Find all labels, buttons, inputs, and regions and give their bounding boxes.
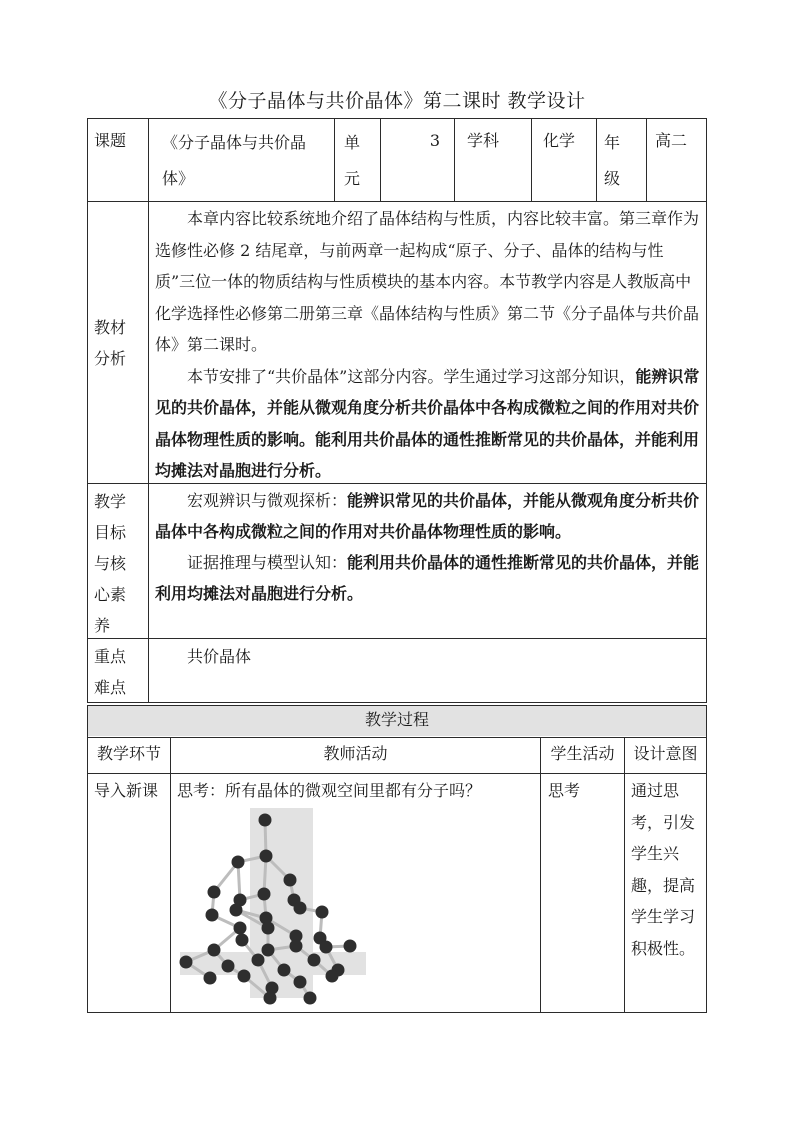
table-border [87,702,707,703]
col-student-header: 学生活动 [550,744,615,763]
unit-value: 3 [429,131,440,150]
atom [308,954,321,967]
topic-value: 《分子晶体与共价晶体》 [162,133,307,188]
atom [284,874,297,887]
atom [208,944,221,957]
atom [232,856,245,869]
table-border [87,773,707,774]
atom [294,902,307,915]
goal-2-bold: 能利用共价晶体的通性推断常见的共价晶体，并能利用均摊法对晶胞进行分析。 [155,553,700,603]
atom [262,944,275,957]
analysis-paragraph-2 [155,361,700,487]
table-border [87,118,88,703]
table-border [706,118,707,703]
atom [260,850,273,863]
atom [230,904,243,917]
key-points-value: 共价晶体 [187,647,252,666]
table-border [148,118,149,703]
table-border [87,118,707,119]
goals-label: 教学目标与核心素养 [94,492,127,635]
col-teacher-header: 教师活动 [323,744,388,763]
goal-1-bold: 能辨识常见的共价晶体，并能从微观角度分析共价晶体中各构成微粒之间的作用对共价晶体物理性质的影响。 [155,491,700,541]
atom [264,992,277,1005]
row1-stage: 导入新课 [94,781,159,800]
goals-content [155,485,700,609]
atom [206,909,219,922]
atom [234,922,247,935]
table-border [540,737,541,1013]
process-header: 教学过程 [364,710,429,729]
atom [252,954,265,967]
unit-label: 单元 [344,133,361,188]
topic-label: 课题 [94,131,127,150]
atom [222,960,235,973]
goal-2-plain: 证据推理与模型认知： [187,553,348,572]
atom [316,906,329,919]
col-stage-header: 教学环节 [96,744,161,763]
table-border [87,201,707,202]
col-intent-header: 设计意图 [633,744,698,763]
atom [258,888,271,901]
table-border [624,737,625,1013]
subject-value: 化学 [543,131,576,150]
analysis-paragraph-1: 本章内容比较系统地介绍了晶体结构与性质，内容比较丰富。第三章作为选修性必修 2 结尾章，与前两章一起构成“原子、分子、晶体的结构与性质”三位一体的物质结构与性质模块的基本内容。本节教学内容是人教版高中化学选择性必修第二册第三章《晶体结构与性质》第二节《分子晶体与共价晶体》第二课时。 [155,209,700,354]
analysis-label: 教材分析 [94,318,127,368]
atom [259,814,272,827]
goal-1 [155,485,700,547]
row1-intent: 通过思考，引发学生兴趣，提高学生学习积极性。 [631,781,696,958]
diamond-crystal-structure-image [170,800,370,1005]
atom [236,934,249,947]
atom [204,972,217,985]
atom [294,976,307,989]
table-border [646,118,647,202]
grade-value: 高二 [655,131,688,150]
row1-student: 思考 [548,781,581,800]
table-border [596,118,597,202]
atom [238,970,251,983]
table-border [454,118,455,202]
analysis-p2-bold: 能辨识常见的共价晶体，并能从微观角度分析共价晶体中各构成微粒之间的作用对共价晶体物理性质的影响。能利用共价晶体的通性推断常见的共价晶体，并能利用均摊法对晶胞进行分析。 [155,366,700,480]
table-border [706,705,707,1013]
goal-2 [155,547,700,609]
document-title: 《分子晶体与共价晶体》第二课时 教学设计 [208,90,586,112]
atom [304,992,317,1005]
atom [180,956,193,969]
table-border [87,1012,707,1013]
subject-label: 学科 [467,131,500,150]
atom [278,964,291,977]
analysis-p2-plain: 本节安排了“共价晶体”这部分内容。学生通过学习这部分知识， [187,366,636,386]
atom [344,940,357,953]
analysis-content [155,203,700,487]
table-border [334,118,335,202]
atom [262,922,275,935]
goal-1-plain: 宏观辨识与微观探析： [187,491,348,510]
grade-label: 年级 [604,133,621,188]
atom [290,940,303,953]
table-border [531,118,532,202]
key-points-label: 重点难点 [94,647,127,697]
table-border [87,638,707,639]
atom [326,970,339,983]
table-border [380,118,381,202]
atom [320,941,333,954]
atom [208,886,221,899]
row1-teacher: 思考：所有晶体的微观空间里都有分子吗？ [177,781,482,800]
